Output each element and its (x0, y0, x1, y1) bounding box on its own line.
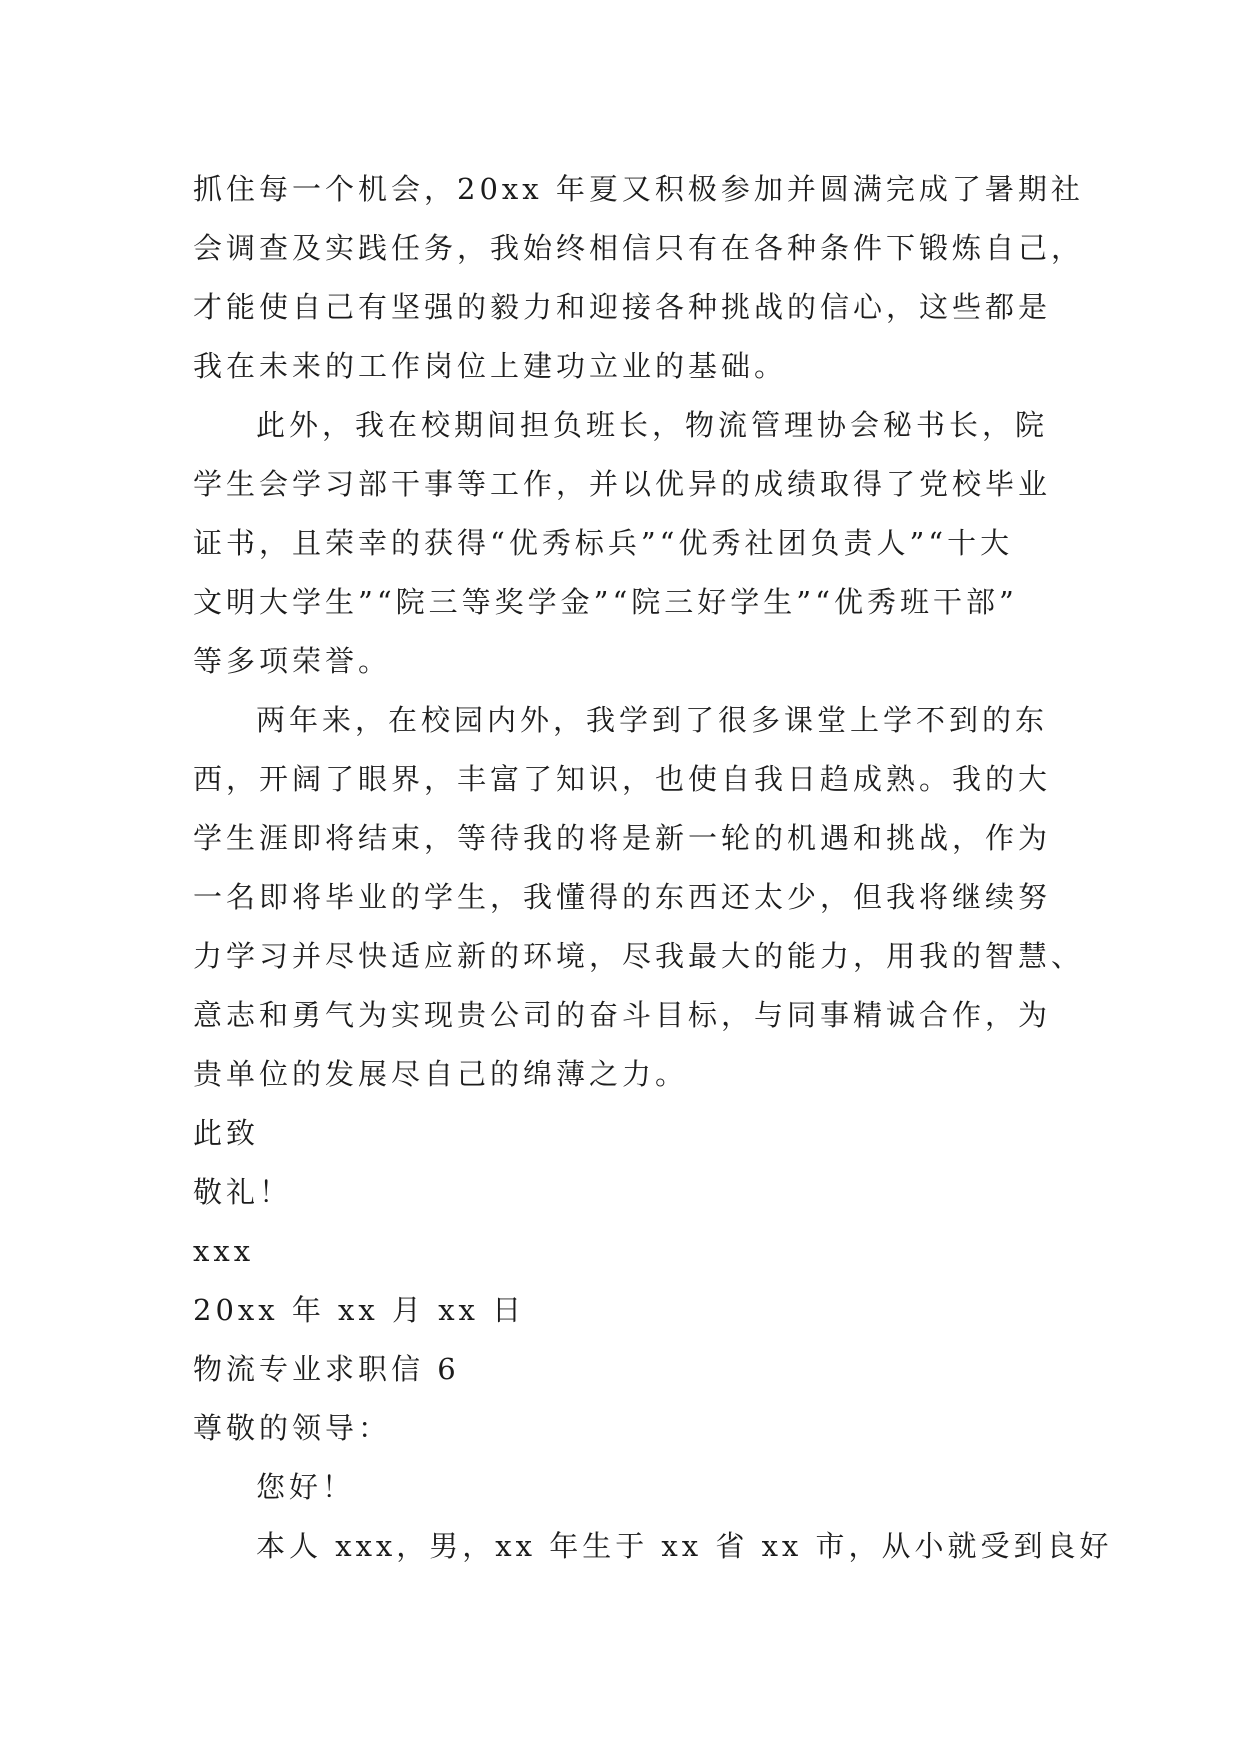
letter-date: 20xx 年 xx 月 xx 日 (193, 1293, 526, 1327)
text-line: 等多项荣誉。 (193, 644, 392, 678)
text-line: 两年来，在校园内外，我学到了很多课堂上学不到的东 (256, 703, 1049, 737)
text-line: 贵单位的发展尽自己的绵薄之力。 (193, 1057, 689, 1091)
text-line: 才能使自己有坚强的毅力和迎接各种挑战的信心，这些都是 (193, 290, 1052, 324)
closing-phrase: 此致 (193, 1116, 260, 1150)
text-line: 意志和勇气为实现贵公司的奋斗目标，与同事精诚合作，为 (193, 998, 1052, 1032)
text-line: 我在未来的工作岗位上建功立业的基础。 (193, 349, 788, 383)
letter-body (193, 160, 1113, 1576)
text-line: 力学习并尽快适应新的环境，尽我最大的能力，用我的智慧、 (193, 939, 1085, 973)
text-line: 会调查及实践任务，我始终相信只有在各种条件下锻炼自己， (193, 231, 1085, 265)
paragraph-positions-honors (193, 396, 1093, 691)
paragraph-two-years (193, 691, 1093, 1104)
text-line: 文明大学生”“院三等奖学金”“院三好学生”“优秀班干部” (193, 585, 1018, 619)
hello-line: 您好！ (256, 1470, 356, 1504)
text-line: 此外，我在校期间担负班长，物流管理协会秘书长，院 (256, 408, 1049, 442)
recipient-greeting: 尊敬的领导： (193, 1411, 392, 1445)
section-title: 物流专业求职信 6 (193, 1352, 460, 1386)
text-line: 西，开阔了眼界，丰富了知识，也使自我日趋成熟。我的大 (193, 762, 1052, 796)
signature-name: xxx (193, 1234, 255, 1268)
text-line: 证书，且荣幸的获得“优秀标兵”“优秀社团负责人”“十大 (193, 526, 1014, 560)
paragraph-opportunity (193, 160, 1093, 396)
text-line: 抓住每一个机会，20xx 年夏又积极参加并圆满完成了暑期社 (193, 172, 1084, 206)
text-line: 学生会学习部干事等工作，并以优异的成绩取得了党校毕业 (193, 467, 1052, 501)
intro-line: 本人 xxx，男，xx 年生于 xx 省 xx 市，从小就受到良好 (256, 1529, 1113, 1563)
text-line: 一名即将毕业的学生，我懂得的东西还太少，但我将继续努 (193, 880, 1052, 914)
salutation: 敬礼！ (193, 1175, 293, 1209)
text-line: 学生涯即将结束，等待我的将是新一轮的机遇和挑战，作为 (193, 821, 1052, 855)
